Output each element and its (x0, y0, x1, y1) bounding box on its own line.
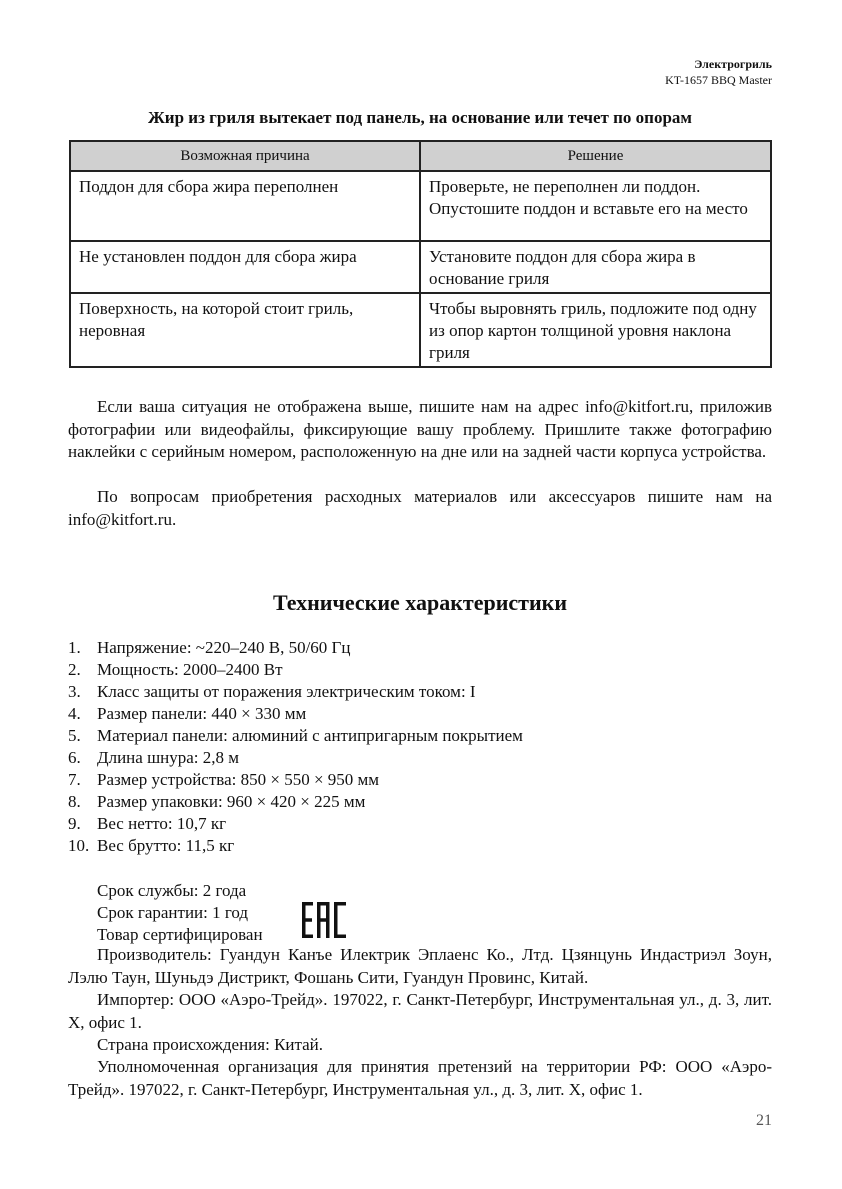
spec-text: Класс защиты от поражения электрическим током: I (97, 682, 476, 701)
spec-item (68, 835, 772, 857)
specs-title: Технические характеристики (272, 590, 568, 615)
contact-paragraph: Если ваша ситуация не отображена выше, пишите нам на адрес info@kitfort.ru, приложив фотографии или видеофайлы, фиксирующие вашу проблему. Пришлите также фотографию наклейки с серийным номером, расположенную на дне или на задней части корпуса устройства. (68, 397, 772, 461)
spec-number: 10. (68, 836, 90, 855)
claims-paragraph: Уполномоченная организация для принятия претензий на территории РФ: ООО «Аэро-Трейд». 197022, г. Санкт-Петербург, Инструментальная ул., д. 3, лит. Х, офис 1. (68, 1057, 772, 1099)
accessories-paragraph: По вопросам приобретения расходных материалов или аксессуаров пишите нам на info@kitfort.ru. (68, 487, 772, 529)
spec-text: Напряжение: ~220–240 В, 50/60 Гц (97, 638, 351, 657)
spec-number: 6. (68, 748, 81, 767)
troubleshooting-title: Жир из гриля вытекает под панель, на основание или течет по опорам (148, 108, 692, 127)
service-info (97, 880, 263, 946)
spec-item (68, 813, 772, 835)
spec-text: Размер панели: 440 × 330 мм (97, 704, 307, 723)
spec-item (68, 769, 772, 791)
origin-paragraph: Страна происхождения: Китай. (97, 1035, 324, 1054)
spec-number: 4. (68, 704, 81, 723)
running-header (665, 56, 772, 88)
manufacturer-paragraph: Производитель: Гуандун Канъе Илектрик Эплаенс Ко., Лтд. Цзянцунь Индастриэл Зоун, Лэлю Таун, Шуньдэ Дистрикт, Фошань Сити, Гуандун Провинс, Китай. (68, 945, 772, 987)
spec-text: Размер устройства: 850 × 550 × 950 мм (97, 770, 380, 789)
certification-line: Товар сертифицирован (97, 925, 263, 944)
spec-text: Вес нетто: 10,7 кг (97, 814, 227, 833)
spec-number: 3. (68, 682, 81, 701)
solution-cell: Установите поддон для сбора жира в основание гриля (420, 241, 771, 293)
spec-number: 7. (68, 770, 81, 789)
spec-number: 9. (68, 814, 81, 833)
page-number: 21 (756, 1112, 772, 1129)
spec-text: Длина шнура: 2,8 м (97, 748, 240, 767)
column-header-cause: Возможная причина (70, 141, 420, 171)
table-header-row (70, 141, 771, 171)
spec-number: 1. (68, 638, 81, 657)
spec-text: Размер упаковки: 960 × 420 × 225 мм (97, 792, 366, 811)
warranty-period: Срок гарантии: 1 год (97, 903, 249, 922)
header-model: KT-1657 BBQ Master (665, 73, 772, 87)
solution-cell: Чтобы выровнять гриль, подложите под одну из опор картон толщиной уровня наклона гриля (420, 293, 771, 367)
troubleshooting-table (69, 140, 772, 368)
solution-cell: Проверьте, не переполнен ли поддон. Опустошите поддон и вставьте его на место (420, 171, 771, 241)
spec-number: 8. (68, 792, 81, 811)
spec-item (68, 747, 772, 769)
spec-item (68, 637, 772, 659)
spec-text: Вес брутто: 11,5 кг (97, 836, 235, 855)
spec-item (68, 791, 772, 813)
service-lifetime: Срок службы: 2 года (97, 881, 247, 900)
table-row (70, 241, 771, 293)
spec-number: 2. (68, 660, 81, 679)
spec-number: 5. (68, 726, 81, 745)
spec-item (68, 725, 772, 747)
spec-item (68, 703, 772, 725)
cause-cell: Поверхность, на которой стоит гриль, неровная (70, 293, 420, 367)
cause-cell: Не установлен поддон для сбора жира (70, 241, 420, 293)
eac-certification-icon (302, 902, 346, 938)
spec-text: Мощность: 2000–2400 Вт (97, 660, 283, 679)
cause-cell: Поддон для сбора жира переполнен (70, 171, 420, 241)
table-row (70, 171, 771, 241)
spec-item (68, 681, 772, 703)
spec-item (68, 659, 772, 681)
specs-list (68, 637, 772, 857)
table-row (70, 293, 771, 367)
importer-paragraph: Импортер: ООО «Аэро-Трейд». 197022, г. Санкт-Петербург, Инструментальная ул., д. 3, лит. Х, офис 1. (68, 990, 772, 1032)
column-header-solution: Решение (420, 141, 771, 171)
header-product: Электрогриль (694, 57, 772, 71)
spec-text: Материал панели: алюминий с антипригарным покрытием (97, 726, 523, 745)
